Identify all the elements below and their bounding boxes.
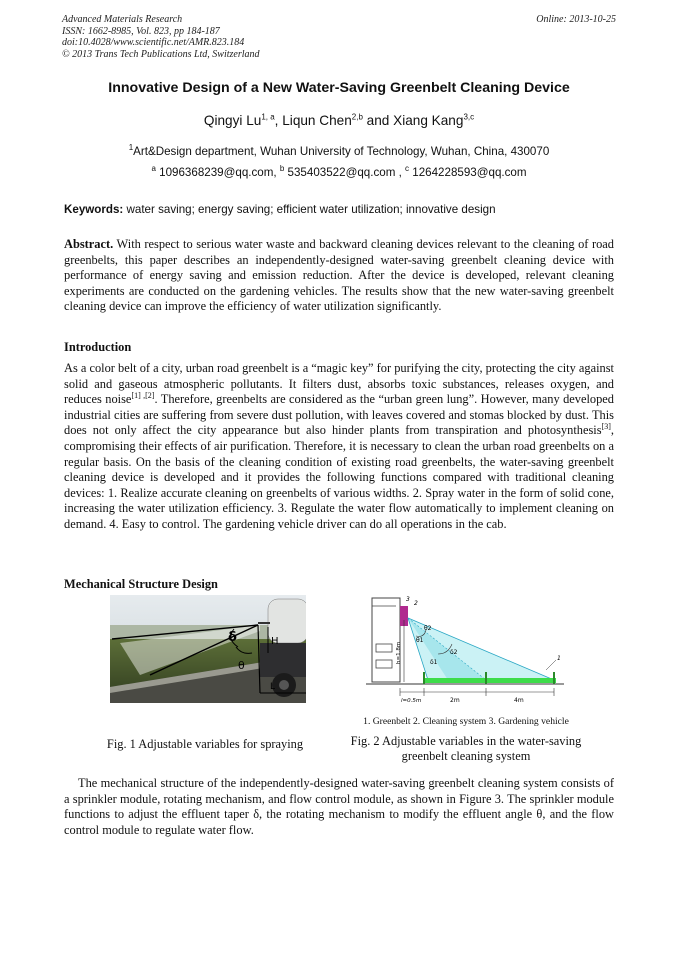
introduction-heading: Introduction bbox=[64, 340, 132, 354]
journal-meta bbox=[62, 14, 260, 60]
figure-2-label-3: 3 bbox=[406, 596, 410, 603]
author-name: Xiang Kang bbox=[393, 113, 464, 128]
author-name: Liqun Chen bbox=[282, 113, 352, 128]
figure-2-label-2: 2 bbox=[414, 600, 418, 607]
author-superscript: 3,c bbox=[463, 112, 475, 122]
author-superscript: 2,b bbox=[351, 112, 363, 122]
figure-1-h-label: H bbox=[271, 636, 279, 647]
figure-2-height-label: h=1.8m bbox=[396, 641, 402, 664]
abstract-text: With respect to serious water waste and backward cleaning devices relevant to the cleaning of road greenbelts, this paper describes an independently-designed water-saving greenbelt cleaning device with performance of energy saving and emission reduction. After the device is developed, relevant cleaning experiments are conducted on the gardening vehicles. The results show that the new water-saving greenbelt cleaning device can improve the efficiency of water utilization significantly. bbox=[64, 237, 614, 314]
figure-2-width-2m: 2m bbox=[450, 697, 460, 704]
figure-2-schematic bbox=[366, 592, 564, 706]
journal-copyright: © 2013 Trans Tech Publications Ltd, Switzerland bbox=[62, 48, 260, 60]
keywords bbox=[64, 203, 624, 216]
journal-doi: doi:10.4028/www.scientific.net/AMR.823.184 bbox=[62, 37, 245, 48]
introduction-body bbox=[64, 361, 614, 533]
figure-2-theta2: θ2 bbox=[424, 625, 432, 632]
figure-1-caption: Fig. 1 Adjustable variables for spraying bbox=[106, 737, 304, 751]
author-superscript: 1, a bbox=[261, 112, 275, 122]
mechanical-body: The mechanical structure of the independently-designed water-saving greenbelt cleaning system consists of a sprinkler module, rotating mechanism, and flow control module, as shown in Figure 3. The sprinkler module functions to adjust the effluent taper δ, the rotating mechanism to modify the effluent angle θ, and the flow control module to regulate water flow. bbox=[64, 776, 614, 837]
figure-2-delta1: δ1 bbox=[430, 659, 438, 666]
email-address: 535403522@qq.com , bbox=[284, 166, 406, 179]
figure-2-delta2: δ2 bbox=[450, 649, 458, 656]
intro-text: As a color belt of a city, urban road greenbelt is a “magic key” for purifying the city, protecting the city against solid and gaseous atmospheric pollutants. It filters dust, absorbs toxic substances, releases oxygen, and reduces noise bbox=[64, 361, 614, 407]
affiliation bbox=[40, 145, 638, 158]
mechanical-heading: Mechanical Structure Design bbox=[64, 577, 218, 591]
email-superscript: c bbox=[405, 164, 410, 174]
author-list bbox=[40, 113, 638, 128]
figure-2-theta1: θ1 bbox=[416, 637, 424, 644]
figure-2-l-label: l=0.5m bbox=[401, 698, 422, 704]
figure-2-label-1: 1 bbox=[557, 655, 561, 662]
email-address: 1264228593@qq.com bbox=[409, 166, 527, 179]
email-address: 1096368239@qq.com, bbox=[155, 166, 280, 179]
author-name: Qingyi Lu bbox=[203, 113, 262, 128]
figure-1-delta-label: δ bbox=[228, 630, 237, 645]
affiliation-text: Art&Design department, Wuhan University of Technology, Wuhan, China, 430070 bbox=[133, 145, 550, 158]
journal-issn: ISSN: 1662-8985, Vol. 823, pp 184-187 bbox=[62, 25, 220, 37]
figure-1-photo bbox=[110, 595, 306, 703]
author-separator: and bbox=[362, 113, 394, 128]
abstract bbox=[64, 237, 614, 315]
figure-1-l-label: L bbox=[270, 682, 276, 692]
figure-2-caption: Fig. 2 Adjustable variables in the water-saving greenbelt cleaning system bbox=[350, 734, 582, 763]
abstract-label: Abstract. bbox=[64, 237, 114, 251]
citation-ref: [1] ,[2] bbox=[131, 391, 155, 401]
online-date: Online: 2013-10-25 bbox=[536, 14, 616, 25]
intro-text: . Therefore, greenbelts are considered as the “urban green lung”. However, many developed industrial cities are suffering from severe dust pollution, with leaves covered and stomas blocked by dust. This does not only affect the city appearance but also hinder plants from transpiration and photosynthesis bbox=[64, 392, 614, 438]
citation-ref: [3] bbox=[601, 422, 611, 432]
figure-1-illustration bbox=[110, 595, 306, 703]
paper-title: Innovative Design of a New Water-Saving Greenbelt Cleaning Device bbox=[108, 80, 570, 96]
figure-2-diagram bbox=[366, 592, 564, 706]
intro-text: , compromising their effects of air purification. Therefore, it is necessary to clean the urban road greenbelts on a regular basis. On the basis of the cleaning condition of existing road greenbelts, the water-saving greenbelt cleaning device is developed and it provides the following functions compared with traditional cleaning devices: 1. Realize accurate cleaning on greenbelts of various widths. 2. Spray water in the form of solid cone, increasing the water utilization efficiency. 3. Regulate the water flow automatically to implement cleaning on demand. 4. Easy to control. The gardening vehicle driver can do all operations in the cab. bbox=[64, 423, 614, 531]
author-separator: , bbox=[274, 113, 283, 128]
keywords-text: water saving; energy saving; efficient water utilization; innovative design bbox=[123, 203, 496, 216]
figure-1-theta-label: θ bbox=[238, 659, 245, 672]
figure-2-legend: 1. Greenbelt 2. Cleaning system 3. Gardening vehicle bbox=[363, 716, 569, 727]
email-superscript: b bbox=[279, 164, 285, 174]
email-superscript: a bbox=[151, 164, 156, 174]
affiliation-superscript: 1 bbox=[128, 143, 134, 153]
email-list bbox=[40, 166, 638, 179]
figure-2-width-4m: 4m bbox=[514, 697, 524, 704]
journal-name: Advanced Materials Research bbox=[62, 14, 183, 25]
keywords-label: Keywords: bbox=[64, 203, 124, 216]
